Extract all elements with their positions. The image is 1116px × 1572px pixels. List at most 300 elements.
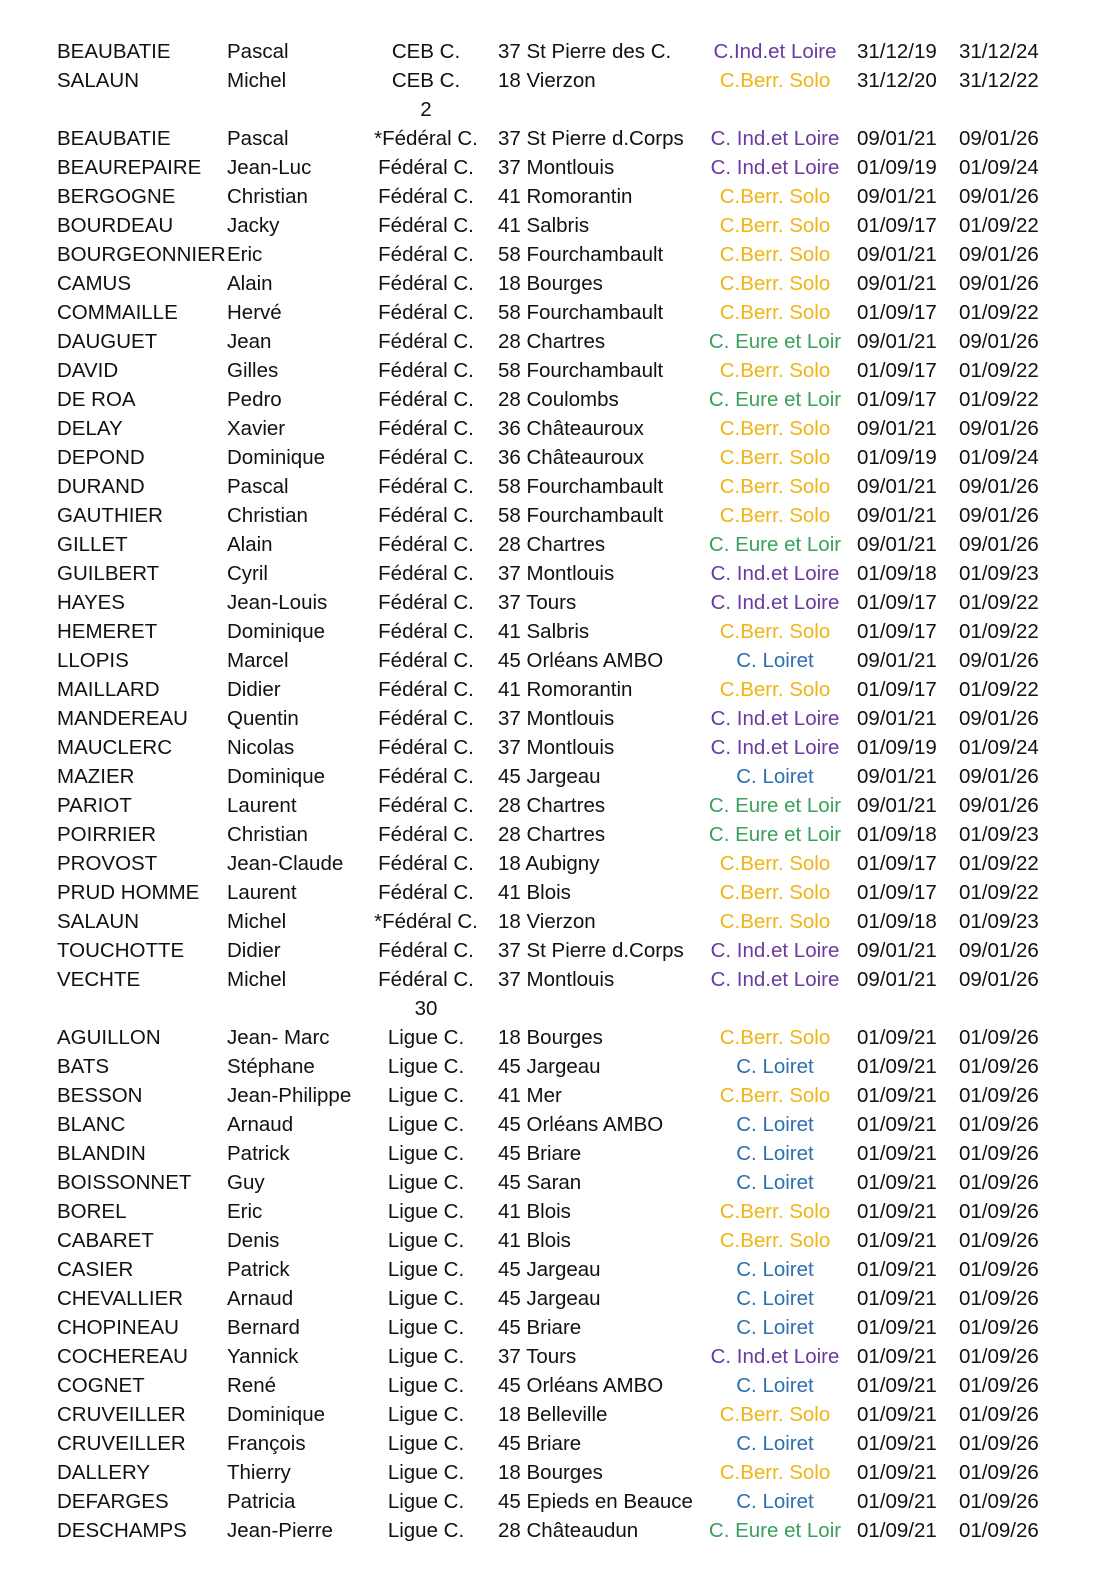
committee-name: C.Berr. Solo [719,272,831,295]
start-date: 01/09/21 [857,1490,937,1513]
club-city: 37 Montlouis [498,156,615,179]
referee-row [0,124,1116,153]
referee-level: Ligue C. [387,1142,465,1165]
end-date: 01/09/26 [959,1113,1039,1136]
referee-level: Fédéral C. [378,272,474,295]
last-name: DEPOND [57,446,145,469]
first-name: Bernard [227,1316,300,1339]
club-city: 28 Châteaudun [498,1519,639,1542]
first-name: Alain [227,533,273,556]
referee-row [0,385,1116,414]
last-name: MAZIER [57,765,135,788]
end-date: 01/09/22 [959,388,1039,411]
end-date: 01/09/26 [959,1055,1039,1078]
start-date: 09/01/21 [857,243,937,266]
committee-name: C.Berr. Solo [719,881,831,904]
first-name: Laurent [227,881,297,904]
last-name: DALLERY [57,1461,151,1484]
start-date: 01/09/19 [857,446,937,469]
club-city: 18 Vierzon [498,69,596,92]
first-name: Eric [227,243,263,266]
end-date: 01/09/24 [959,446,1039,469]
first-name: Jean-Philippe [227,1084,352,1107]
referee-level: Fédéral C. [378,765,474,788]
end-date: 01/09/26 [959,1374,1039,1397]
first-name: Stéphane [227,1055,315,1078]
start-date: 01/09/21 [857,1200,937,1223]
club-city: 28 Coulombs [498,388,619,411]
last-name: GILLET [57,533,128,556]
start-date: 01/09/18 [857,562,937,585]
last-name: CRUVEILLER [57,1432,186,1455]
last-name: LLOPIS [57,649,129,672]
club-city: 58 Fourchambault [498,243,664,266]
referee-row [0,675,1116,704]
last-name: CHOPINEAU [57,1316,179,1339]
referee-level: Fédéral C. [378,243,474,266]
start-date: 01/09/17 [857,591,937,614]
club-city: 37 St Pierre d.Corps [498,127,684,150]
end-date: 09/01/26 [959,127,1039,150]
club-city: 37 Tours [498,1345,577,1368]
end-date: 31/12/22 [959,69,1039,92]
club-city: 37 St Pierre des C. [498,40,672,63]
referee-row [0,646,1116,675]
referee-row [0,240,1116,269]
last-name: PARIOT [57,794,132,817]
first-name: Dominique [227,765,325,788]
first-name: Nicolas [227,736,295,759]
committee-name: C.Berr. Solo [719,446,831,469]
end-date: 09/01/26 [959,185,1039,208]
first-name: Didier [227,939,281,962]
last-name: DELAY [57,417,123,440]
referee-row [0,733,1116,762]
start-date: 01/09/17 [857,620,937,643]
last-name: COCHEREAU [57,1345,188,1368]
referee-row [0,1081,1116,1110]
referee-row [0,559,1116,588]
committee-name: C.Berr. Solo [719,504,831,527]
referee-row [0,37,1116,66]
committee-name: C. Eure et Loir [708,1519,842,1542]
club-city: 45 Briare [498,1142,582,1165]
referee-level: Fédéral C. [378,968,474,991]
referee-row [0,327,1116,356]
referee-level: Fédéral C. [378,417,474,440]
end-date: 09/01/26 [959,330,1039,353]
last-name: PROVOST [57,852,158,875]
club-city: 45 Jargeau [498,765,601,788]
club-city: 18 Aubigny [498,852,600,875]
club-city: 41 Romorantin [498,185,633,208]
first-name: Christian [227,504,308,527]
start-date: 01/09/21 [857,1432,937,1455]
club-city: 37 Montlouis [498,562,615,585]
start-date: 09/01/21 [857,272,937,295]
referee-level: Ligue C. [387,1258,465,1281]
first-name: Jean-Pierre [227,1519,333,1542]
first-name: Didier [227,678,281,701]
referee-level: Fédéral C. [378,736,474,759]
first-name: Pascal [227,127,289,150]
referee-row [0,820,1116,849]
start-date: 01/09/19 [857,736,937,759]
first-name: Pedro [227,388,282,411]
referee-list [0,37,1116,1545]
referee-row [0,1052,1116,1081]
last-name: MANDEREAU [57,707,188,730]
club-city: 45 Orléans AMBO [498,649,664,672]
club-city: 45 Briare [498,1316,582,1339]
last-name: CABARET [57,1229,154,1252]
last-name: BATS [57,1055,110,1078]
start-date: 01/09/17 [857,301,937,324]
start-date: 09/01/21 [857,127,937,150]
last-name: VECHTE [57,968,141,991]
end-date: 01/09/26 [959,1229,1039,1252]
committee-name: C.Berr. Solo [719,1461,831,1484]
referee-level: Fédéral C. [378,678,474,701]
last-name: COMMAILLE [57,301,178,324]
start-date: 01/09/21 [857,1316,937,1339]
referee-level: Ligue C. [387,1200,465,1223]
first-name: Patricia [227,1490,296,1513]
club-city: 36 Châteauroux [498,417,644,440]
referee-level: Fédéral C. [378,359,474,382]
end-date: 01/09/26 [959,1200,1039,1223]
club-city: 36 Châteauroux [498,446,644,469]
referee-level: Fédéral C. [378,562,474,585]
club-city: 28 Chartres [498,533,606,556]
end-date: 01/09/26 [959,1461,1039,1484]
section-count: 2 [420,98,432,121]
referee-level: Ligue C. [387,1171,465,1194]
referee-row [0,878,1116,907]
referee-row [0,472,1116,501]
last-name: MAILLARD [57,678,160,701]
committee-name: C. Eure et Loir [708,823,842,846]
referee-row [0,153,1116,182]
end-date: 01/09/26 [959,1287,1039,1310]
start-date: 01/09/17 [857,214,937,237]
first-name: Marcel [227,649,289,672]
first-name: Denis [227,1229,280,1252]
referee-level: Ligue C. [387,1113,465,1136]
committee-name: C. Ind.et Loire [710,736,840,759]
last-name: MAUCLERC [57,736,173,759]
end-date: 09/01/26 [959,794,1039,817]
start-date: 09/01/21 [857,939,937,962]
first-name: Jean- Marc [227,1026,330,1049]
referee-row [0,1139,1116,1168]
committee-name: C. Loiret [736,1142,814,1165]
referee-level: Fédéral C. [378,533,474,556]
committee-name: C.Berr. Solo [719,243,831,266]
club-city: 41 Mer [498,1084,562,1107]
first-name: Guy [227,1171,265,1194]
club-city: 41 Blois [498,1200,571,1223]
first-name: Gilles [227,359,279,382]
club-city: 28 Chartres [498,794,606,817]
start-date: 01/09/17 [857,678,937,701]
club-city: 45 Orléans AMBO [498,1113,664,1136]
club-city: 18 Bourges [498,1461,603,1484]
start-date: 01/09/21 [857,1258,937,1281]
committee-name: C. Ind.et Loire [710,591,840,614]
section-count-row [0,994,1116,1023]
first-name: Patrick [227,1142,290,1165]
start-date: 01/09/17 [857,359,937,382]
end-date: 01/09/22 [959,214,1039,237]
start-date: 01/09/21 [857,1519,937,1542]
start-date: 01/09/21 [857,1171,937,1194]
last-name: BESSON [57,1084,143,1107]
end-date: 01/09/26 [959,1084,1039,1107]
start-date: 09/01/21 [857,794,937,817]
end-date: 01/09/24 [959,736,1039,759]
committee-name: C.Ind.et Loire [713,40,837,63]
committee-name: C. Loiret [736,1171,814,1194]
first-name: Dominique [227,446,325,469]
club-city: 41 Salbris [498,214,590,237]
referee-row [0,1487,1116,1516]
first-name: Dominique [227,1403,325,1426]
club-city: 41 Blois [498,1229,571,1252]
start-date: 09/01/21 [857,649,937,672]
club-city: 41 Salbris [498,620,590,643]
referee-row [0,269,1116,298]
club-city: 45 Jargeau [498,1287,601,1310]
last-name: CHEVALLIER [57,1287,184,1310]
committee-name: C.Berr. Solo [719,185,831,208]
referee-row [0,530,1116,559]
committee-name: C.Berr. Solo [719,910,831,933]
referee-level: Fédéral C. [378,852,474,875]
start-date: 09/01/21 [857,765,937,788]
committee-name: C.Berr. Solo [719,214,831,237]
end-date: 01/09/22 [959,591,1039,614]
referee-level: Fédéral C. [378,156,474,179]
end-date: 09/01/26 [959,272,1039,295]
section-count-row [0,95,1116,124]
club-city: 37 Montlouis [498,968,615,991]
committee-name: C. Loiret [736,1490,814,1513]
last-name: HEMERET [57,620,158,643]
referee-level: *Fédéral C. [374,127,478,150]
end-date: 01/09/22 [959,301,1039,324]
committee-name: C. Loiret [736,1258,814,1281]
club-city: 58 Fourchambault [498,359,664,382]
committee-name: C.Berr. Solo [719,852,831,875]
referee-level: Fédéral C. [378,330,474,353]
end-date: 09/01/26 [959,417,1039,440]
referee-row [0,1255,1116,1284]
referee-level: Ligue C. [387,1084,465,1107]
first-name: Laurent [227,794,297,817]
last-name: DESCHAMPS [57,1519,187,1542]
referee-level: Ligue C. [387,1403,465,1426]
referee-level: Ligue C. [387,1490,465,1513]
club-city: 45 Jargeau [498,1258,601,1281]
club-city: 18 Bourges [498,1026,603,1049]
club-city: 41 Blois [498,881,571,904]
first-name: Jean-Luc [227,156,312,179]
last-name: BEAUBATIE [57,40,171,63]
last-name: DE ROA [57,388,136,411]
referee-row [0,1110,1116,1139]
last-name: BLANDIN [57,1142,146,1165]
last-name: PRUD HOMME [57,881,200,904]
referee-row [0,501,1116,530]
last-name: DEFARGES [57,1490,169,1513]
first-name: Alain [227,272,273,295]
end-date: 01/09/26 [959,1171,1039,1194]
first-name: Cyril [227,562,268,585]
committee-name: C. Ind.et Loire [710,1345,840,1368]
club-city: 28 Chartres [498,330,606,353]
committee-name: C. Loiret [736,1055,814,1078]
end-date: 09/01/26 [959,475,1039,498]
end-date: 01/09/22 [959,359,1039,382]
start-date: 01/09/21 [857,1084,937,1107]
end-date: 31/12/24 [959,40,1039,63]
club-city: 18 Vierzon [498,910,596,933]
start-date: 01/09/18 [857,823,937,846]
last-name: BOISSONNET [57,1171,192,1194]
referee-row [0,617,1116,646]
last-name: BERGOGNE [57,185,176,208]
referee-level: Fédéral C. [378,794,474,817]
committee-name: C.Berr. Solo [719,1229,831,1252]
committee-name: C. Ind.et Loire [710,968,840,991]
referee-level: Fédéral C. [378,591,474,614]
club-city: 37 Montlouis [498,736,615,759]
start-date: 09/01/21 [857,533,937,556]
start-date: 09/01/21 [857,330,937,353]
committee-name: C.Berr. Solo [719,475,831,498]
referee-row [0,907,1116,936]
referee-level: Ligue C. [387,1345,465,1368]
referee-row [0,211,1116,240]
committee-name: C.Berr. Solo [719,1403,831,1426]
referee-row [0,588,1116,617]
end-date: 01/09/22 [959,620,1039,643]
committee-name: C. Ind.et Loire [710,127,840,150]
referee-level: Fédéral C. [378,620,474,643]
referee-level: CEB C. [391,69,461,92]
club-city: 45 Jargeau [498,1055,601,1078]
end-date: 09/01/26 [959,765,1039,788]
last-name: CASIER [57,1258,134,1281]
club-city: 58 Fourchambault [498,301,664,324]
committee-name: C.Berr. Solo [719,1026,831,1049]
committee-name: C. Eure et Loir [708,388,842,411]
start-date: 09/01/21 [857,968,937,991]
referee-row [0,1342,1116,1371]
first-name: Thierry [227,1461,291,1484]
end-date: 01/09/26 [959,1026,1039,1049]
end-date: 09/01/26 [959,243,1039,266]
club-city: 45 Orléans AMBO [498,1374,664,1397]
referee-row [0,66,1116,95]
referee-level: *Fédéral C. [374,910,478,933]
start-date: 01/09/21 [857,1055,937,1078]
committee-name: C. Eure et Loir [708,794,842,817]
end-date: 09/01/26 [959,707,1039,730]
committee-name: C. Ind.et Loire [710,156,840,179]
last-name: BOREL [57,1200,127,1223]
end-date: 09/01/26 [959,533,1039,556]
committee-name: C. Eure et Loir [708,330,842,353]
first-name: Yannick [227,1345,299,1368]
referee-row [0,1226,1116,1255]
start-date: 09/01/21 [857,475,937,498]
referee-row [0,936,1116,965]
end-date: 01/09/23 [959,562,1039,585]
referee-row [0,1400,1116,1429]
first-name: Jean-Claude [227,852,344,875]
club-city: 58 Fourchambault [498,475,664,498]
referee-level: Ligue C. [387,1229,465,1252]
referee-level: Ligue C. [387,1519,465,1542]
first-name: François [227,1432,306,1455]
last-name: HAYES [57,591,125,614]
start-date: 09/01/21 [857,185,937,208]
start-date: 01/09/21 [857,1229,937,1252]
club-city: 18 Belleville [498,1403,608,1426]
referee-row [0,1284,1116,1313]
end-date: 01/09/26 [959,1519,1039,1542]
referee-level: Fédéral C. [378,214,474,237]
referee-level: Ligue C. [387,1432,465,1455]
first-name: Pascal [227,475,289,498]
committee-name: C. Eure et Loir [708,533,842,556]
first-name: Christian [227,185,308,208]
committee-name: C.Berr. Solo [719,417,831,440]
referee-row [0,965,1116,994]
end-date: 01/09/23 [959,823,1039,846]
club-city: 18 Bourges [498,272,603,295]
end-date: 01/09/26 [959,1403,1039,1426]
last-name: POIRRIER [57,823,157,846]
referee-row [0,1458,1116,1487]
referee-row [0,1429,1116,1458]
club-city: 37 Tours [498,591,577,614]
start-date: 09/01/21 [857,417,937,440]
committee-name: C. Ind.et Loire [710,562,840,585]
last-name: CAMUS [57,272,132,295]
start-date: 01/09/21 [857,1345,937,1368]
committee-name: C.Berr. Solo [719,1084,831,1107]
club-city: 28 Chartres [498,823,606,846]
first-name: Michel [227,910,287,933]
committee-name: C. Loiret [736,1113,814,1136]
referee-level: Fédéral C. [378,301,474,324]
end-date: 01/09/26 [959,1490,1039,1513]
first-name: Pascal [227,40,289,63]
start-date: 01/09/21 [857,1374,937,1397]
end-date: 01/09/26 [959,1142,1039,1165]
end-date: 09/01/26 [959,968,1039,991]
referee-row [0,1313,1116,1342]
committee-name: C.Berr. Solo [719,69,831,92]
first-name: Xavier [227,417,286,440]
referee-level: CEB C. [391,40,461,63]
last-name: BEAUREPAIRE [57,156,202,179]
start-date: 01/09/18 [857,910,937,933]
referee-level: Fédéral C. [378,823,474,846]
